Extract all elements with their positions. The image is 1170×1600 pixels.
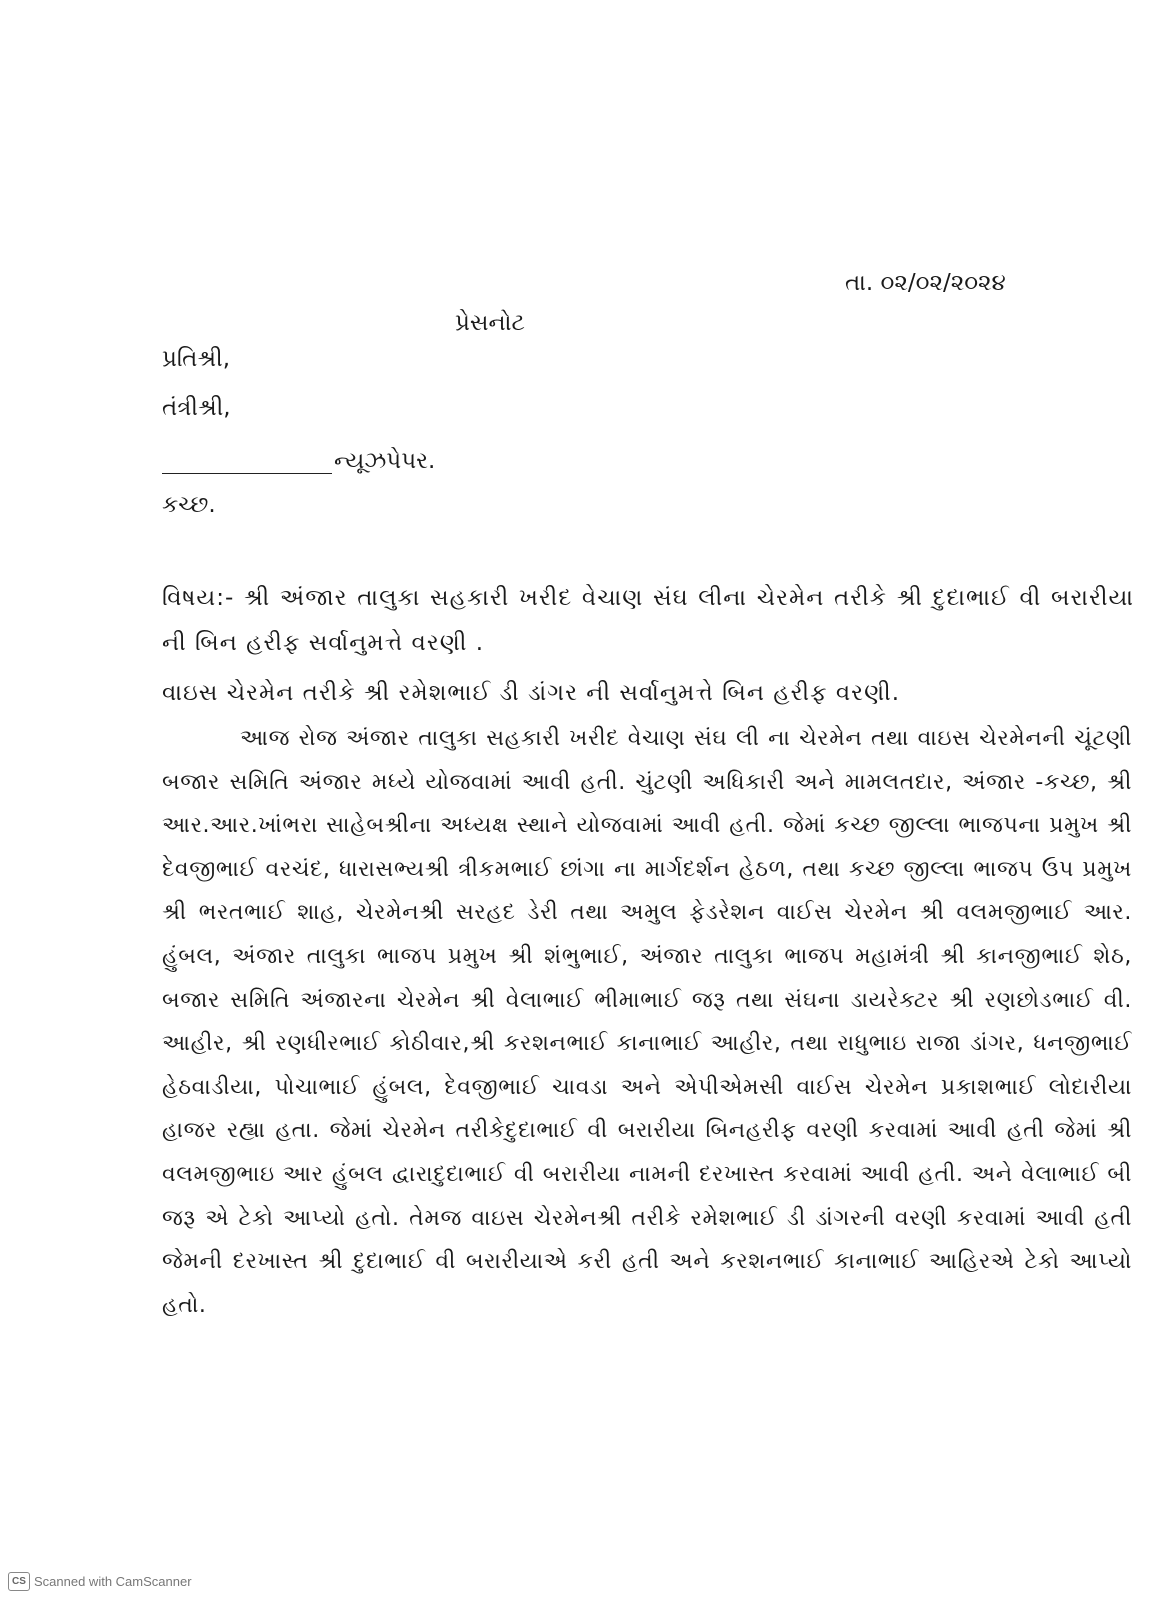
- salutation: પ્રતિશ્રી,: [162, 346, 231, 372]
- vice-chairman-line: વાઇસ ચેરમેન તરીકે શ્રી રમેશભાઈ ડી ડાંગર ની સર્વાનુમત્તે બિન હરીફ વરણી.: [162, 680, 901, 706]
- document-heading: પ્રેસનોટ: [455, 310, 525, 336]
- camscanner-icon: CS: [8, 1572, 30, 1591]
- subject-line: વિષય:- શ્રી અંજાર તાલુકા સહકારી ખરીદ વેચાણ સંઘ લીના ચેરમેન તરીકે શ્રી દુદાભાઈ વી બરારીયા ની બિન હરીફ સર્વાનુમત્તે વરણી .: [162, 585, 1134, 656]
- camscanner-footer: [8, 1572, 192, 1591]
- newspaper-label: ન્યૂઝપેપર.: [334, 448, 436, 474]
- scanner-watermark-text: Scanned with CamScanner: [34, 1574, 192, 1589]
- newspaper-line: [162, 448, 435, 474]
- blank-underline: [162, 453, 332, 474]
- location-line: કચ્છ.: [162, 492, 216, 518]
- document-date: તા. ૦૨/૦૨/૨૦૨૪: [845, 270, 1006, 296]
- body-paragraph: આજ રોજ અંજાર તાલુકા સહકારી ખરીદ વેચાણ સંઘ લી ના ચેરમેન તથા વાઇસ ચેરમેનની ચૂંટણી બજાર સમિતિ અંજાર મધ્યે યોજવામાં આવી હતી. ચુંટણી અધિકારી અને મામલતદાર, અંજાર -કચ્છ, શ્રી આર.આર.ખાંભરા સાહેબશ્રીના અધ્યક્ષ સ્થાને યોજવામાં આવી હતી. જેમાં કચ્છ જીલ્લા ભાજપના પ્રમુખ શ્રી દેવજીભાઈ વરચંદ, ધારાસભ્યશ્રી ત્રીકમભાઈ છાંગા ના માર્ગદર્શન હેઠળ, તથા કચ્છ જીલ્લા ભાજપ ઉપ પ્રમુખ શ્રી ભરતભાઈ શાહ, ચેરમેનશ્રી સરહદ ડેરી તથા અમુલ ફેડરેશન વાઈસ ચેરમેન શ્રી વલમજીભાઈ આર. હુંબલ, અંજાર તાલુકા ભાજપ પ્રમુખ શ્રી શંભુભાઈ, અંજાર તાલુકા ભાજપ મહામંત્રી શ્રી કાનજીભાઈ શેઠ, બજાર સમિતિ અંજારના ચેરમેન શ્રી વેલાભાઈ ભીમાભાઈ જરૂ તથા સંઘના ડાયરેક્ટર શ્રી રણછોડભાઈ વી. આહીર, શ્રી રણધીરભાઈ કોઠીવાર,શ્રી કરશનભાઈ કાનાભાઈ આહીર, તથા રાધુભાઇ રાજા ડાંગર, ધનજીભાઈ હેઠવાડીયા, પોચાભાઈ હુંબલ, દેવજીભાઈ ચાવડા અને એપીએમસી વાઈસ ચેરમેન પ્રકાશભાઈ લોદારીયા હાજર રહ્યા હતા. જેમાં ચેરમેન તરીકેદુદાભાઈ વી બરારીયા બિનહરીફ વરણી કરવામાં આવી હતી જેમાં શ્રી વલમજીભાઇ આર હુંબલ દ્વારાદુદાભાઈ વી બરારીયા નામની દરખાસ્ત કરવામાં આવી હતી. અને વેલાભાઈ બી જરૂ એ ટેકો આપ્યો હતો. તેમજ વાઇસ ચેરમેનશ્રી તરીકે રમેશભાઈ ડી ડાંગરની વરણી કરવામાં આવી હતી જેમની દરખાસ્ત શ્રી દુદાભાઈ વી બરારીયાએ કરી હતી અને કરશનભાઈ કાનાભાઈ આહિરએ ટેકો આપ્યો હતો.: [162, 726, 1132, 1318]
- editor-line: તંત્રીશ્રી,: [162, 395, 231, 421]
